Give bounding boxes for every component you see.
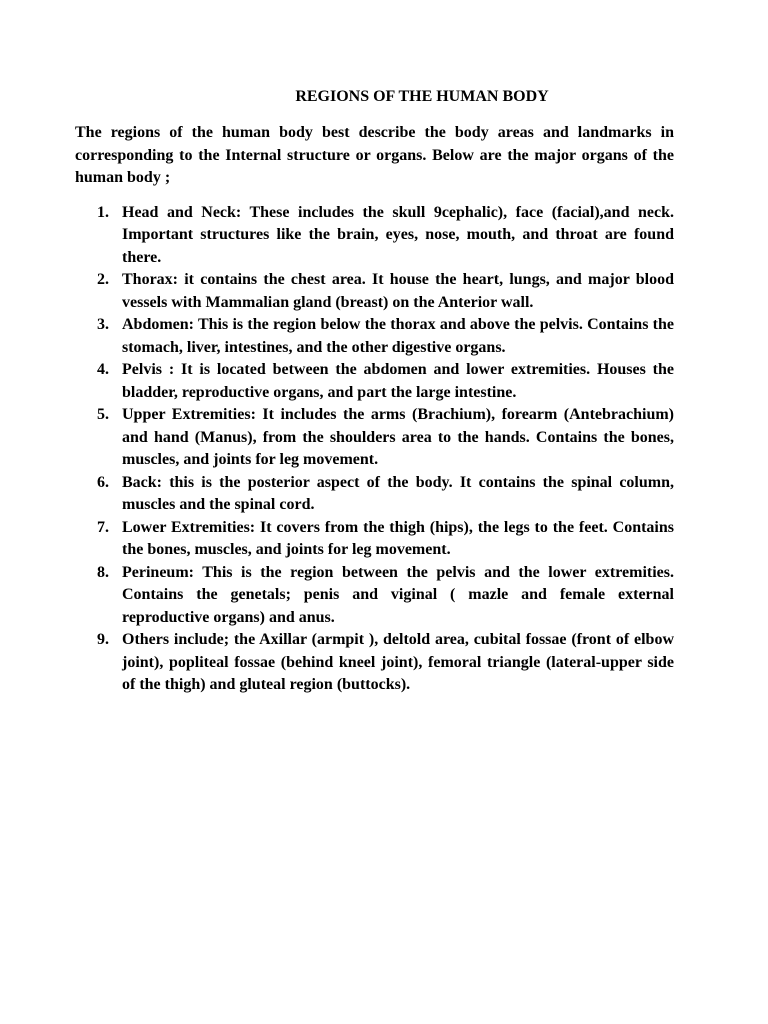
list-item — [75, 517, 674, 562]
intro-paragraph: The regions of the human body best describe the body areas and landmarks in corresponding to the Internal structure or organs. Below are the major organs of the human body ; — [75, 124, 674, 186]
list-item-text: Head and Neck: These includes the skull 9cephalic), face (facial),and neck. Important structures like the brain, eyes, nose, mouth, and throat are found there. — [122, 203, 674, 266]
list-item-text: Upper Extremities: It includes the arms (Brachium), forearm (Antebrachium) and hand (Manus), from the shoulders area to the hands. Contains the bones, muscles, and joints for leg movement. — [122, 406, 674, 468]
document-title: REGIONS OF THE HUMAN BODY — [295, 88, 549, 105]
document-page — [75, 86, 674, 697]
list-item-text: Thorax: it contains the chest area. It house the heart, lungs, and major blood vessels with Mammalian gland (breast) on the Anterior wall. — [122, 271, 674, 311]
list-item — [75, 269, 674, 314]
list-item-number: 9. — [97, 631, 109, 648]
list-item-number: 7. — [97, 518, 109, 536]
list-item — [75, 202, 674, 270]
list-item-text: Others include; the Axillar (armpit ), deltold area, cubital fossae (front of elbow joint), popliteal fossae (behind kneel joint), femoral triangle (lateral-upper side of the thigh) and gluteal region (buttocks). — [122, 631, 674, 693]
list-item — [75, 404, 674, 472]
list-item-text: Abdomen: This is the region below the thorax and above the pelvis. Contains the stomach, liver, intestines, and the other digestive organs. — [122, 316, 674, 356]
list-item-number: 3. — [97, 316, 109, 333]
list-item-number: 4. — [97, 361, 109, 378]
list-item — [75, 629, 674, 697]
list-item-number: 2. — [97, 271, 109, 288]
regions-list — [75, 202, 674, 697]
list-item — [75, 562, 674, 630]
list-item-text: Lower Extremities: It covers from the thigh (hips), the legs to the feet. Contains the bones, muscles, and joints for leg movement. — [122, 518, 674, 558]
list-item-number: 1. — [97, 203, 109, 221]
list-item — [75, 472, 674, 517]
list-item-number: 8. — [97, 563, 109, 581]
list-item-number: 6. — [97, 473, 109, 491]
list-item — [75, 359, 674, 404]
list-item-text: Pelvis : It is located between the abdomen and lower extremities. Houses the bladder, reproductive organs, and part the large intestine. — [122, 361, 674, 401]
list-item — [75, 314, 674, 359]
list-item-text: Perineum: This is the region between the pelvis and the lower extremities. Contains the genetals; penis and viginal ( mazle and female external reproductive organs) and anus. — [122, 563, 674, 626]
list-item-number: 5. — [97, 406, 109, 423]
list-item-text: Back: this is the posterior aspect of the body. It contains the spinal column, muscles and the spinal cord. — [122, 473, 674, 513]
